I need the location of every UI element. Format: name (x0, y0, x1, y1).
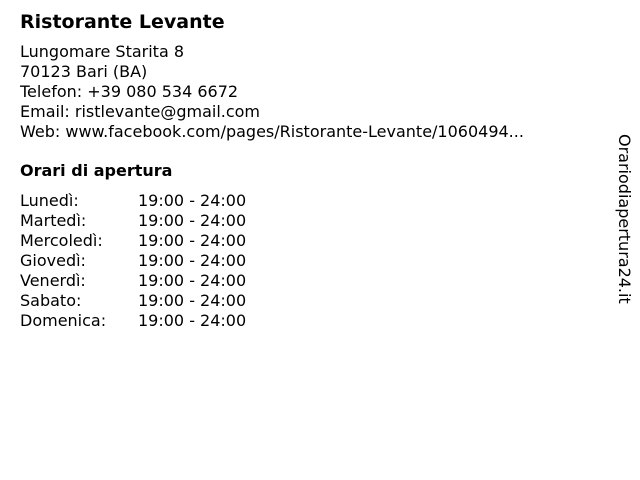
site-watermark: Orariodiapertura24.it (615, 134, 634, 304)
hours-day: Sabato: (20, 291, 82, 310)
hours-row (20, 211, 246, 231)
restaurant-name: Ristorante Levante (20, 11, 225, 33)
hours-day: Venerdì: (20, 271, 86, 290)
hours-day: Martedì: (20, 211, 87, 230)
hours-time: 19:00 - 24:00 (138, 211, 247, 230)
website-line[interactable]: Web: www.facebook.com/pages/Ristorante-Levante/1060494... (20, 122, 524, 141)
opening-hours-table (20, 191, 246, 331)
hours-day: Giovedì: (20, 251, 86, 270)
address-street: Lungomare Starita 8 (20, 42, 185, 61)
hours-row (20, 231, 246, 251)
hours-row (20, 271, 246, 291)
hours-time: 19:00 - 24:00 (138, 251, 247, 270)
opening-hours-heading: Orari di apertura (20, 161, 173, 180)
email-line[interactable]: Email: ristlevante@gmail.com (20, 102, 261, 121)
address-city: 70123 Bari (BA) (20, 62, 148, 81)
hours-day: Lunedì: (20, 191, 79, 210)
hours-time: 19:00 - 24:00 (138, 291, 247, 310)
restaurant-card (20, 10, 600, 331)
hours-row (20, 191, 246, 211)
hours-row (20, 251, 246, 271)
hours-time: 19:00 - 24:00 (138, 231, 247, 250)
hours-time: 19:00 - 24:00 (138, 311, 247, 330)
hours-time: 19:00 - 24:00 (138, 271, 247, 290)
hours-time: 19:00 - 24:00 (138, 191, 247, 210)
hours-day: Domenica: (20, 311, 107, 330)
hours-row (20, 291, 246, 311)
hours-row (20, 311, 246, 331)
phone-line[interactable]: Telefon: +39 080 534 6672 (20, 82, 239, 101)
hours-day: Mercoledì: (20, 231, 103, 250)
